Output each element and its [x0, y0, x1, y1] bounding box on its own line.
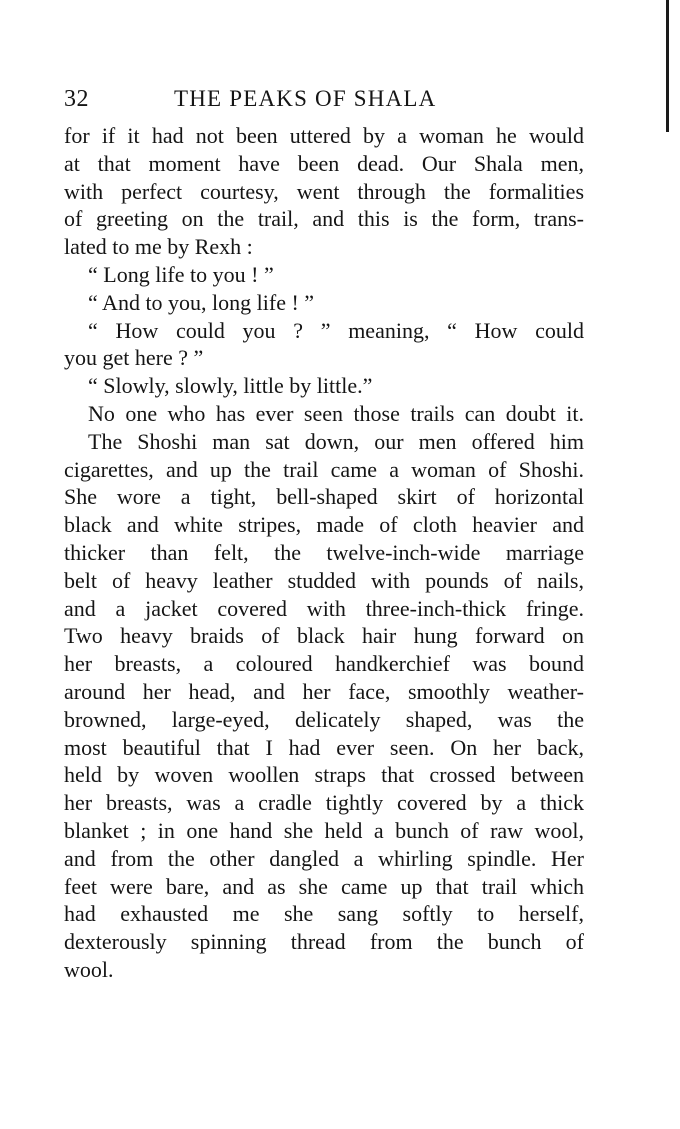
text-line: wool.	[64, 956, 114, 982]
page-edge-rule	[666, 0, 669, 132]
text-line: around her head, and her face, smoothly weather-	[64, 678, 584, 704]
text-line: “ How could you ? ” meaning, “ How could	[88, 317, 584, 343]
text-line: Two heavy braids of black hair hung forward on	[64, 623, 584, 649]
text-line: “ Long life to you ! ”	[88, 261, 274, 287]
text-line: No one who has ever seen those trails can doubt it.	[88, 400, 584, 426]
text-line: with perfect courtesy, went through the formalities	[64, 178, 584, 204]
text-line: and a jacket covered with three-inch-thick fringe.	[64, 595, 584, 621]
text-line: The Shoshi man sat down, our men offered him	[88, 428, 584, 454]
text-line: her breasts, was a cradle tightly covered by a thick	[64, 790, 584, 816]
text-line: “ And to you, long life ! ”	[88, 289, 315, 315]
running-title: THE PEAKS OF SHALA	[174, 86, 437, 111]
text-line: you get here ? ”	[64, 345, 204, 371]
text-line: and from the other dangled a whirling spindle. Her	[64, 845, 584, 871]
text-line: cigarettes, and up the trail came a woman of Shoshi.	[64, 456, 584, 482]
text-line: belt of heavy leather studded with pounds of nails,	[64, 567, 584, 593]
text-line: held by woven woollen straps that crossed between	[64, 762, 584, 788]
text-line: most beautiful that I had ever seen. On her back,	[64, 734, 584, 760]
page-header	[64, 86, 584, 120]
text-line: blanket ; in one hand she held a bunch of raw wool,	[64, 817, 584, 843]
page-number: 32	[64, 86, 89, 112]
body-text	[64, 122, 584, 984]
text-line: lated to me by Rexh :	[64, 234, 253, 260]
text-line: dexterously spinning thread from the bunch of	[64, 929, 584, 955]
text-line: her breasts, a coloured handkerchief was bound	[64, 651, 584, 677]
text-line: had exhausted me she sang softly to herself,	[64, 901, 584, 927]
text-line: for if it had not been uttered by a woman he would	[64, 123, 584, 148]
text-line: She wore a tight, bell-shaped skirt of horizontal	[64, 484, 584, 510]
text-line: at that moment have been dead. Our Shala men,	[64, 150, 584, 176]
text-line: feet were bare, and as she came up that trail which	[64, 873, 584, 899]
text-line: “ Slowly, slowly, little by little.”	[88, 373, 373, 399]
text-line: browned, large-eyed, delicately shaped, was the	[64, 706, 584, 732]
text-line: thicker than felt, the twelve-inch-wide marriage	[64, 539, 584, 565]
text-line: black and white stripes, made of cloth heavier and	[64, 512, 584, 538]
text-line: of greeting on the trail, and this is the form, trans-	[64, 206, 584, 232]
